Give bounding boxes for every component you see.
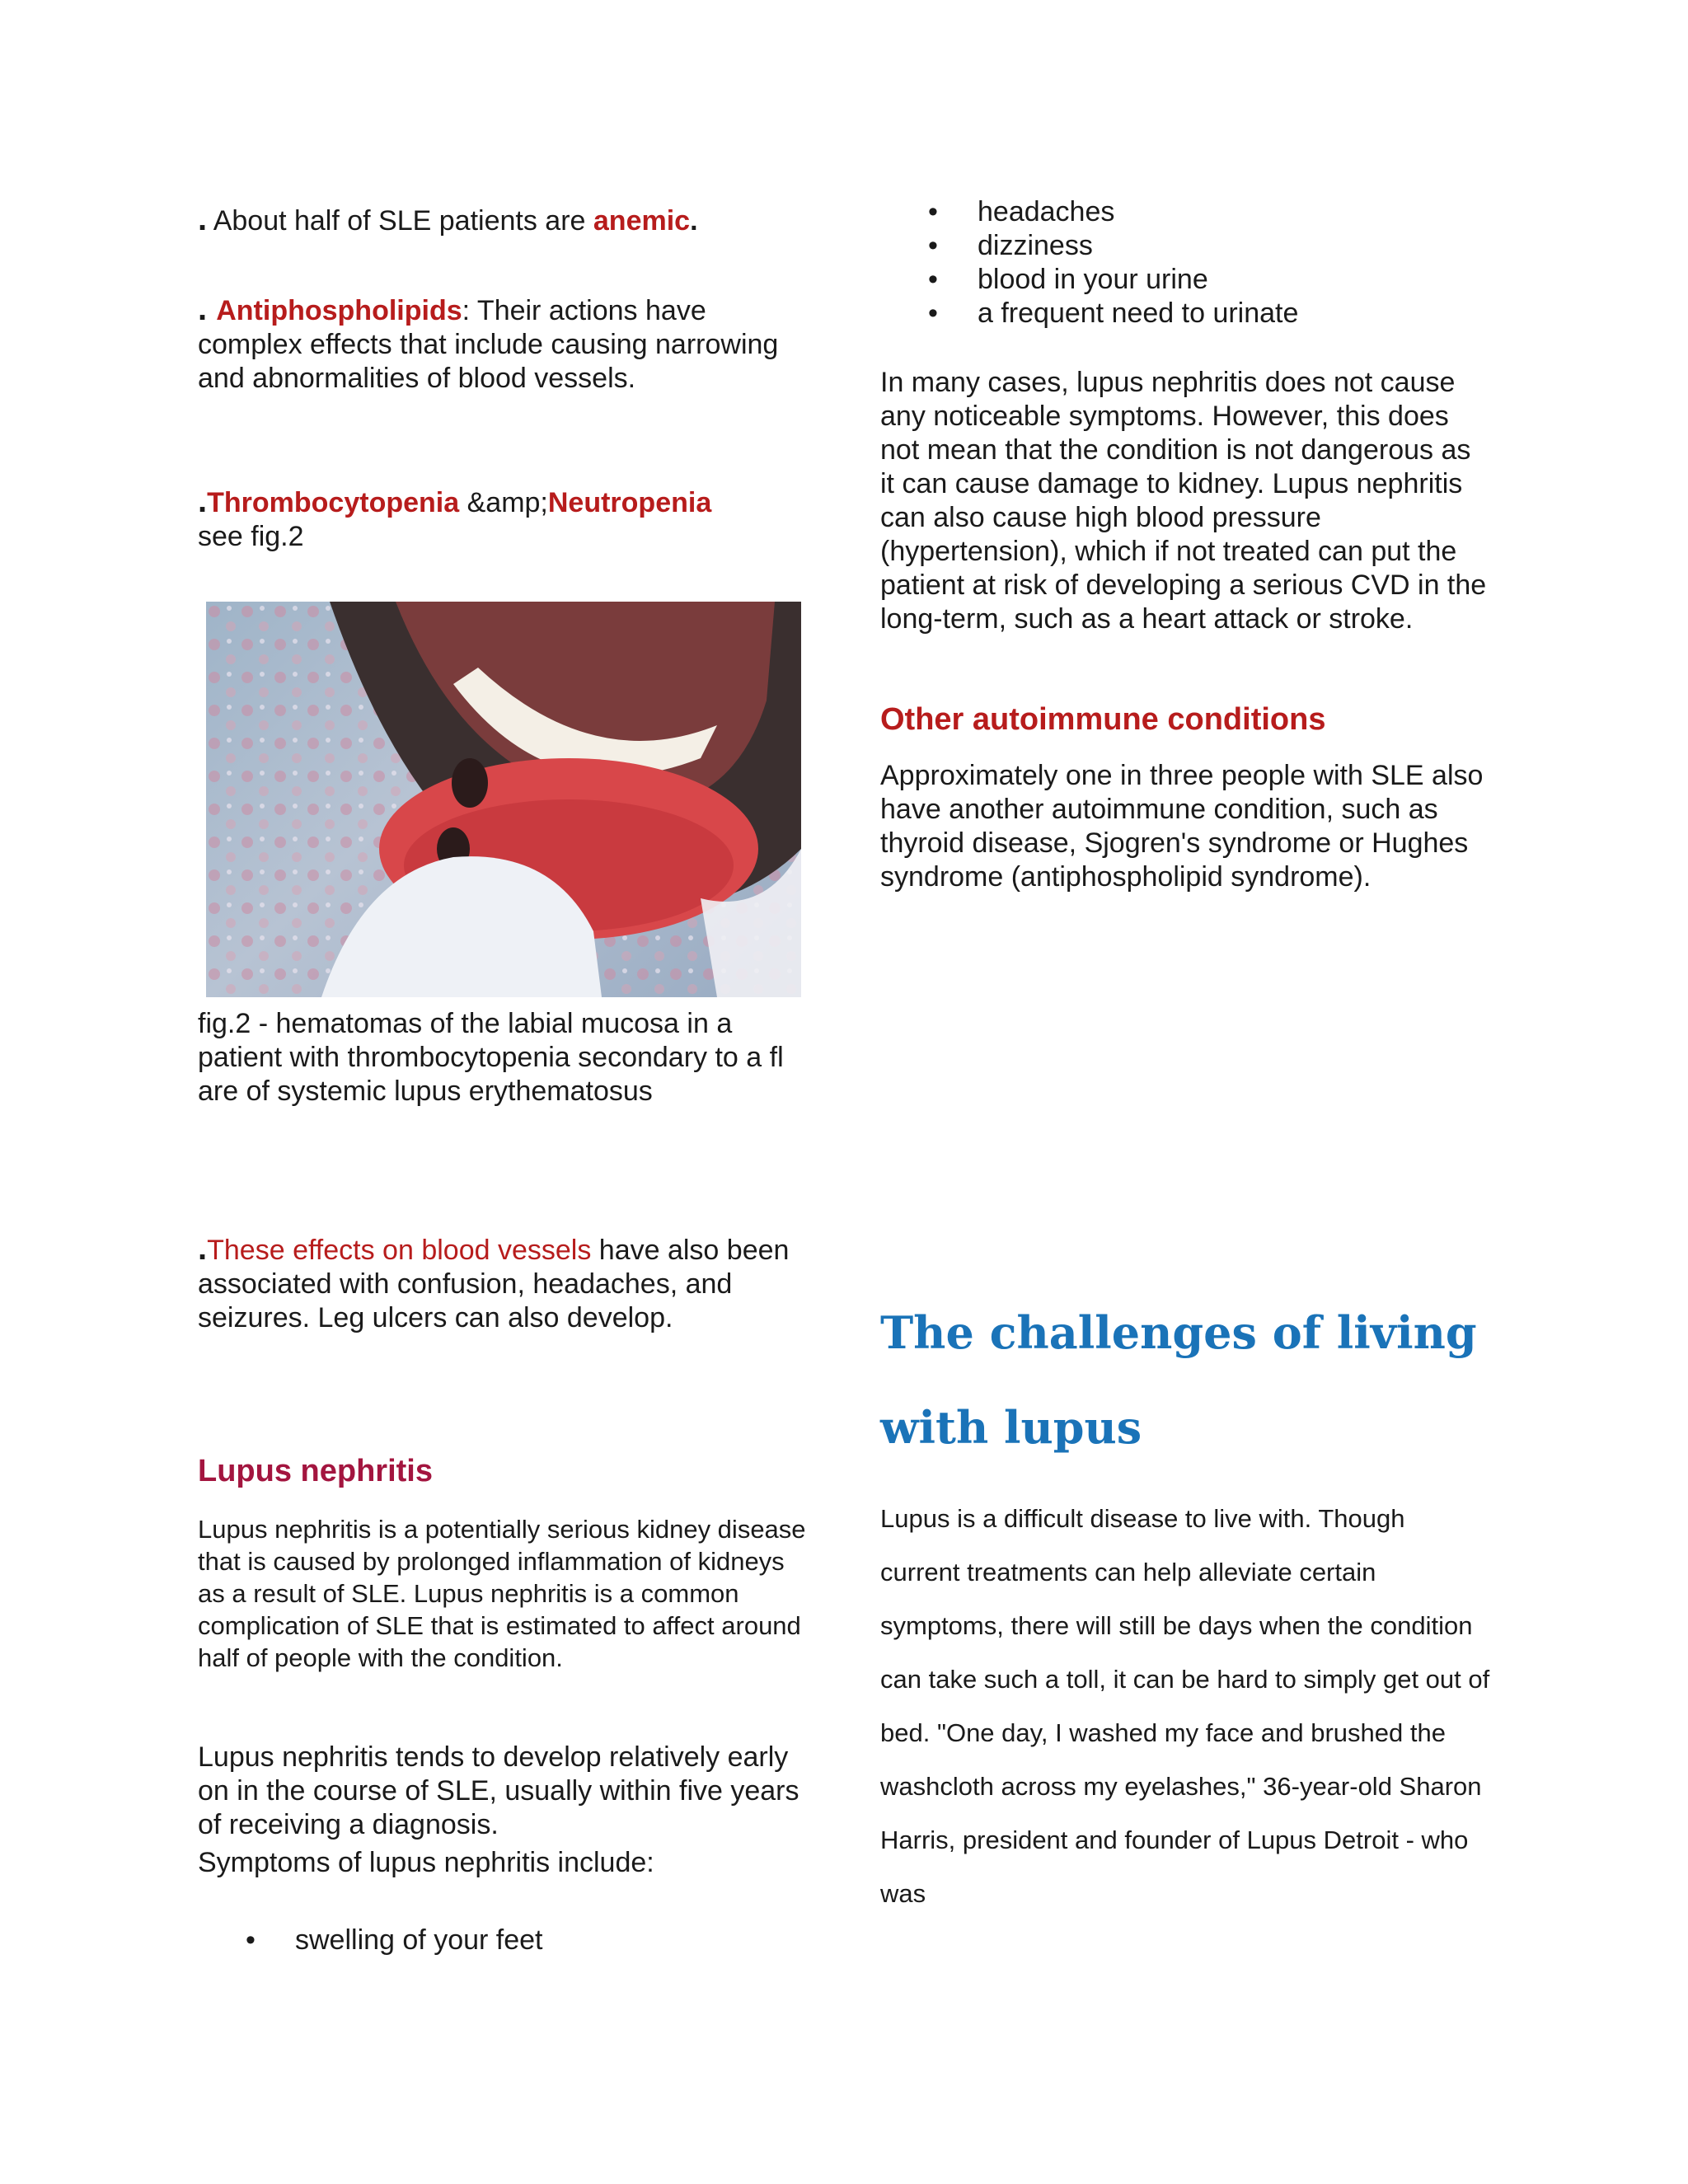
list-item: • dizziness	[880, 229, 1490, 263]
nephritis-symptom-list	[198, 1924, 808, 1957]
blood-vessels-term: These effects on blood vessels	[207, 1235, 592, 1266]
anemic-paragraph: . About half of SLE patients are anemic.	[198, 201, 698, 237]
autoimmune-heading: Other autoimmune conditions	[880, 702, 1326, 737]
list-item: • headaches	[880, 195, 1490, 229]
mouth-photo-illustration	[206, 602, 801, 997]
list-item: • swelling of your feet	[198, 1924, 808, 1957]
nephritis-symptoms-paragraph: In many cases, lupus nephritis does not cause any noticeable symptoms. However, this does not mean that the condition is not dangerous as it can cause damage to kidney. Lupus nephritis can also cause high blood pressure (hypertension), which if not treated can put the patient at risk of developing a serious CVD in the long-term, such as a heart attack or stroke.	[880, 367, 1487, 635]
figure-mouth-photo	[206, 602, 801, 997]
figure-caption: fig.2 - hematomas of the labial mucosa in a patient with thrombocytopenia secondary to a fl are of systemic lupus erythematosus	[198, 1008, 784, 1107]
thrombocytopenia-paragraph: .Thrombocytopenia &amp;Neutropenia see fig.2	[198, 483, 712, 552]
antiphospholipids-term: Antiphospholipids	[216, 295, 462, 326]
blood-vessels-paragraph: .These effects on blood vessels have also been associated with confusion, headaches, and seizures. Leg ulcers can also develop.	[198, 1230, 790, 1333]
challenges-section	[880, 1286, 1490, 1475]
antiphospholipids-paragraph: . Antiphospholipids: Their actions have complex effects that include causing narrowing and abnormalities of blood vessels.	[198, 291, 779, 394]
nephritis-paragraph-2: Lupus nephritis tends to develop relatively early on in the course of SLE, usually within five years of receiving a diagnosis.	[198, 1741, 799, 1840]
symptom-list	[880, 195, 1490, 330]
lupus-nephritis-heading: Lupus nephritis	[198, 1454, 433, 1488]
autoimmune-section	[880, 702, 1490, 738]
neutropenia-term: Neutropenia	[547, 487, 712, 518]
nephritis-symptoms-intro: Symptoms of lupus nephritis include:	[198, 1847, 654, 1878]
nephritis-paragraph-1: Lupus nephritis is a potentially serious kidney disease that is caused by prolonged inflammation of kidneys as a result of SLE. Lupus nephritis is a common complication of SLE that is estimated to affect around half of people with the condition.	[198, 1515, 806, 1672]
lupus-nephritis-section	[198, 1454, 808, 1489]
challenges-heading: The challenges of living with lupus	[880, 1306, 1477, 1454]
list-item: • blood in your urine	[880, 263, 1490, 297]
thrombocytopenia-term: Thrombocytopenia	[207, 487, 460, 518]
autoimmune-paragraph: Approximately one in three people with SLE also have another autoimmune condition, such as thyroid disease, Sjogren's syndrome or Hughes syndrome (antiphospholipid syndrome).	[880, 760, 1484, 893]
challenges-paragraph: Lupus is a difficult disease to live with. Though current treatments can help alleviate certain symptoms, there will still be days when the condition can take such a toll, it can be hard to simply get out of bed. "One day, I washed my face and brushed the washcloth across my eyelashes," 36-year-old Sharon Harris, president and founder of Lupus Detroit - who was	[880, 1504, 1490, 1908]
list-item: • a frequent need to urinate	[880, 297, 1490, 330]
anemic-term: anemic	[593, 205, 691, 237]
